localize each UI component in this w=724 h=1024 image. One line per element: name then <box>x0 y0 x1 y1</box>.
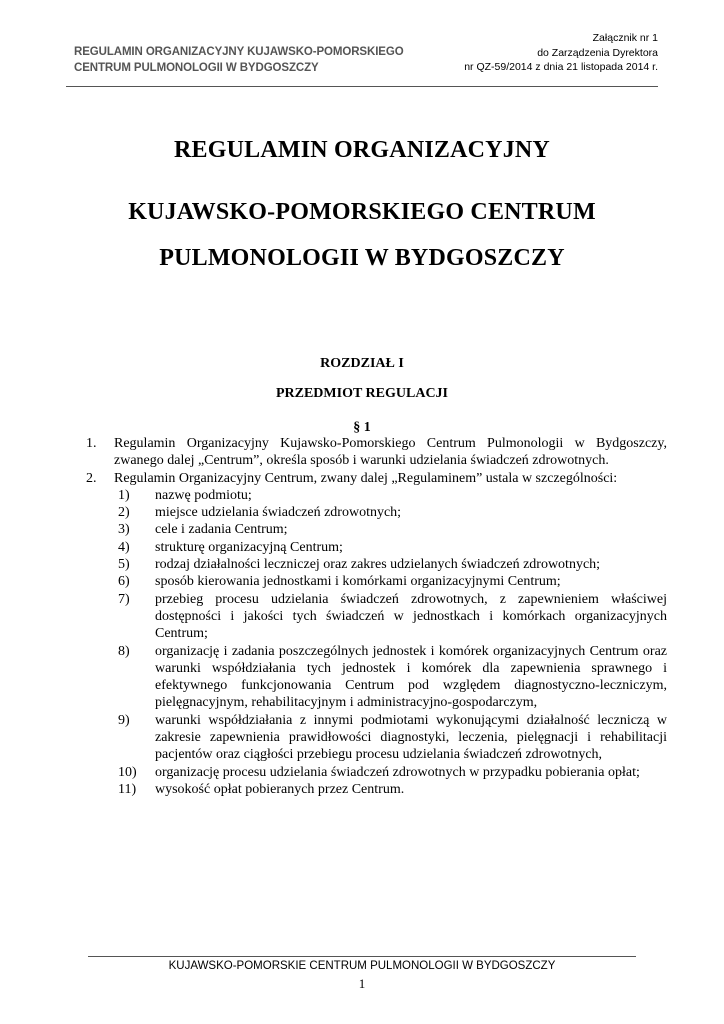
sub-item <box>114 764 667 781</box>
sub-item-number: 8) <box>118 643 130 659</box>
document-title-line3: PULMONOLOGII W BYDGOSZCZY <box>159 245 565 271</box>
sub-item-text: organizację procesu udzielania świadczeń zdrowotnych w przypadku pobierania opłat; <box>155 764 640 780</box>
header-divider <box>66 86 658 87</box>
sub-item-number: 11) <box>118 781 137 797</box>
list-item <box>86 435 667 470</box>
sub-item-number: 10) <box>118 764 137 780</box>
document-title-line2: KUJAWSKO-POMORSKIEGO CENTRUM <box>128 199 596 225</box>
sub-item-text: warunki współdziałania z innymi podmiotami wykonującymi działalność leczniczą w zakresie zapewnienia prawidłowości diagnostyki, leczenia, pielęgnacji i rehabilitacji pacjentów oraz ciągłości przebiegu procesu udzielania świadczeń zdrowotnych, <box>155 712 667 763</box>
sub-item <box>114 573 667 590</box>
footer-divider <box>88 956 636 957</box>
list-item-text: Regulamin Organizacyjny Centrum, zwany dalej „Regulaminem” ustala w szczególności: <box>114 470 618 486</box>
sub-item <box>114 781 667 798</box>
sub-item-text: wysokość opłat pobieranych przez Centrum. <box>155 781 405 797</box>
list-item-text: Regulamin Organizacyjny Kujawsko-Pomorskiego Centrum Pulmonologii w Bydgoszczy, zwanego dalej „Centrum”, określa sposób i warunki udzielania świadczeń zdrowotnych. <box>114 436 667 469</box>
sub-item <box>114 712 667 764</box>
sub-item-text: rodzaj działalności leczniczej oraz zakres udzielanych świadczeń zdrowotnych; <box>155 557 601 573</box>
sub-item-text: przebieg procesu udzielania świadczeń zdrowotnych, z zapewnieniem właściwej dostępności i jakości tych świadczeń w jednostkach i komórkach organizacyjnych Centrum; <box>155 591 667 642</box>
paragraph-sign: § 1 <box>353 420 371 435</box>
header-right <box>464 31 658 75</box>
header-right-line3: nr QZ-59/2014 z dnia 21 listopada 2014 r. <box>464 61 658 73</box>
header-right-line2: do Zarządzenia Dyrektora <box>537 46 658 59</box>
sub-item <box>114 487 667 504</box>
sub-item-text: nazwę podmiotu; <box>155 487 252 503</box>
document-title-line1: REGULAMIN ORGANIZACYJNY <box>174 137 550 163</box>
sub-item <box>114 591 667 643</box>
sub-item-number: 7) <box>118 591 130 607</box>
sub-item <box>114 539 667 556</box>
sub-item-text: cele i zadania Centrum; <box>155 522 288 538</box>
list-item-number: 2. <box>86 470 97 486</box>
sub-item-number: 4) <box>118 539 130 555</box>
sub-item-number: 2) <box>118 505 130 521</box>
sub-item-number: 3) <box>118 522 130 538</box>
chapter-heading: ROZDZIAŁ I <box>320 356 404 371</box>
sub-item-text: sposób kierowania jednostkami i komórkami organizacyjnymi Centrum; <box>155 574 561 590</box>
header-left <box>74 44 404 76</box>
sub-item-text: strukturę organizacyjną Centrum; <box>155 539 343 555</box>
sub-item-number: 9) <box>118 712 130 728</box>
footer-text: KUJAWSKO-POMORSKIE CENTRUM PULMONOLOGII W BYDGOSZCZY <box>168 960 556 972</box>
sub-item <box>114 643 667 712</box>
header-left-line1: REGULAMIN ORGANIZACYJNY KUJAWSKO-POMORSKIEGO <box>74 46 404 58</box>
sub-item-number: 5) <box>118 557 130 573</box>
sub-item <box>114 504 667 521</box>
sub-item-text: organizację i zadania poszczególnych jednostek i komórek organizacyjnych Centrum oraz warunki współdziałania tych jednostek i komórek dla zapewnienia sprawnego i efektywnego funkcjonowania Centrum pod względem diagnostyczno-leczniczym, pielęgnacyjnym, rehabilitacyjnym i administracyjno-gospodarczym, <box>155 643 667 711</box>
sub-item-number: 6) <box>118 574 130 590</box>
chapter-subject: PRZEDMIOT REGULACJI <box>275 386 449 401</box>
header-left-line2: CENTRUM PULMONOLOGII W BYDGOSZCZY <box>74 62 319 74</box>
page-number: 1 <box>358 976 366 991</box>
sub-item <box>114 521 667 538</box>
document-body <box>86 435 667 798</box>
header-right-line1: Załącznik nr 1 <box>592 32 658 44</box>
list-item <box>86 470 667 487</box>
sub-item <box>114 556 667 573</box>
list-item-number: 1. <box>86 436 97 451</box>
sub-item-number: 1) <box>118 487 130 503</box>
sub-item-text: miejsce udzielania świadczeń zdrowotnych; <box>155 505 402 521</box>
